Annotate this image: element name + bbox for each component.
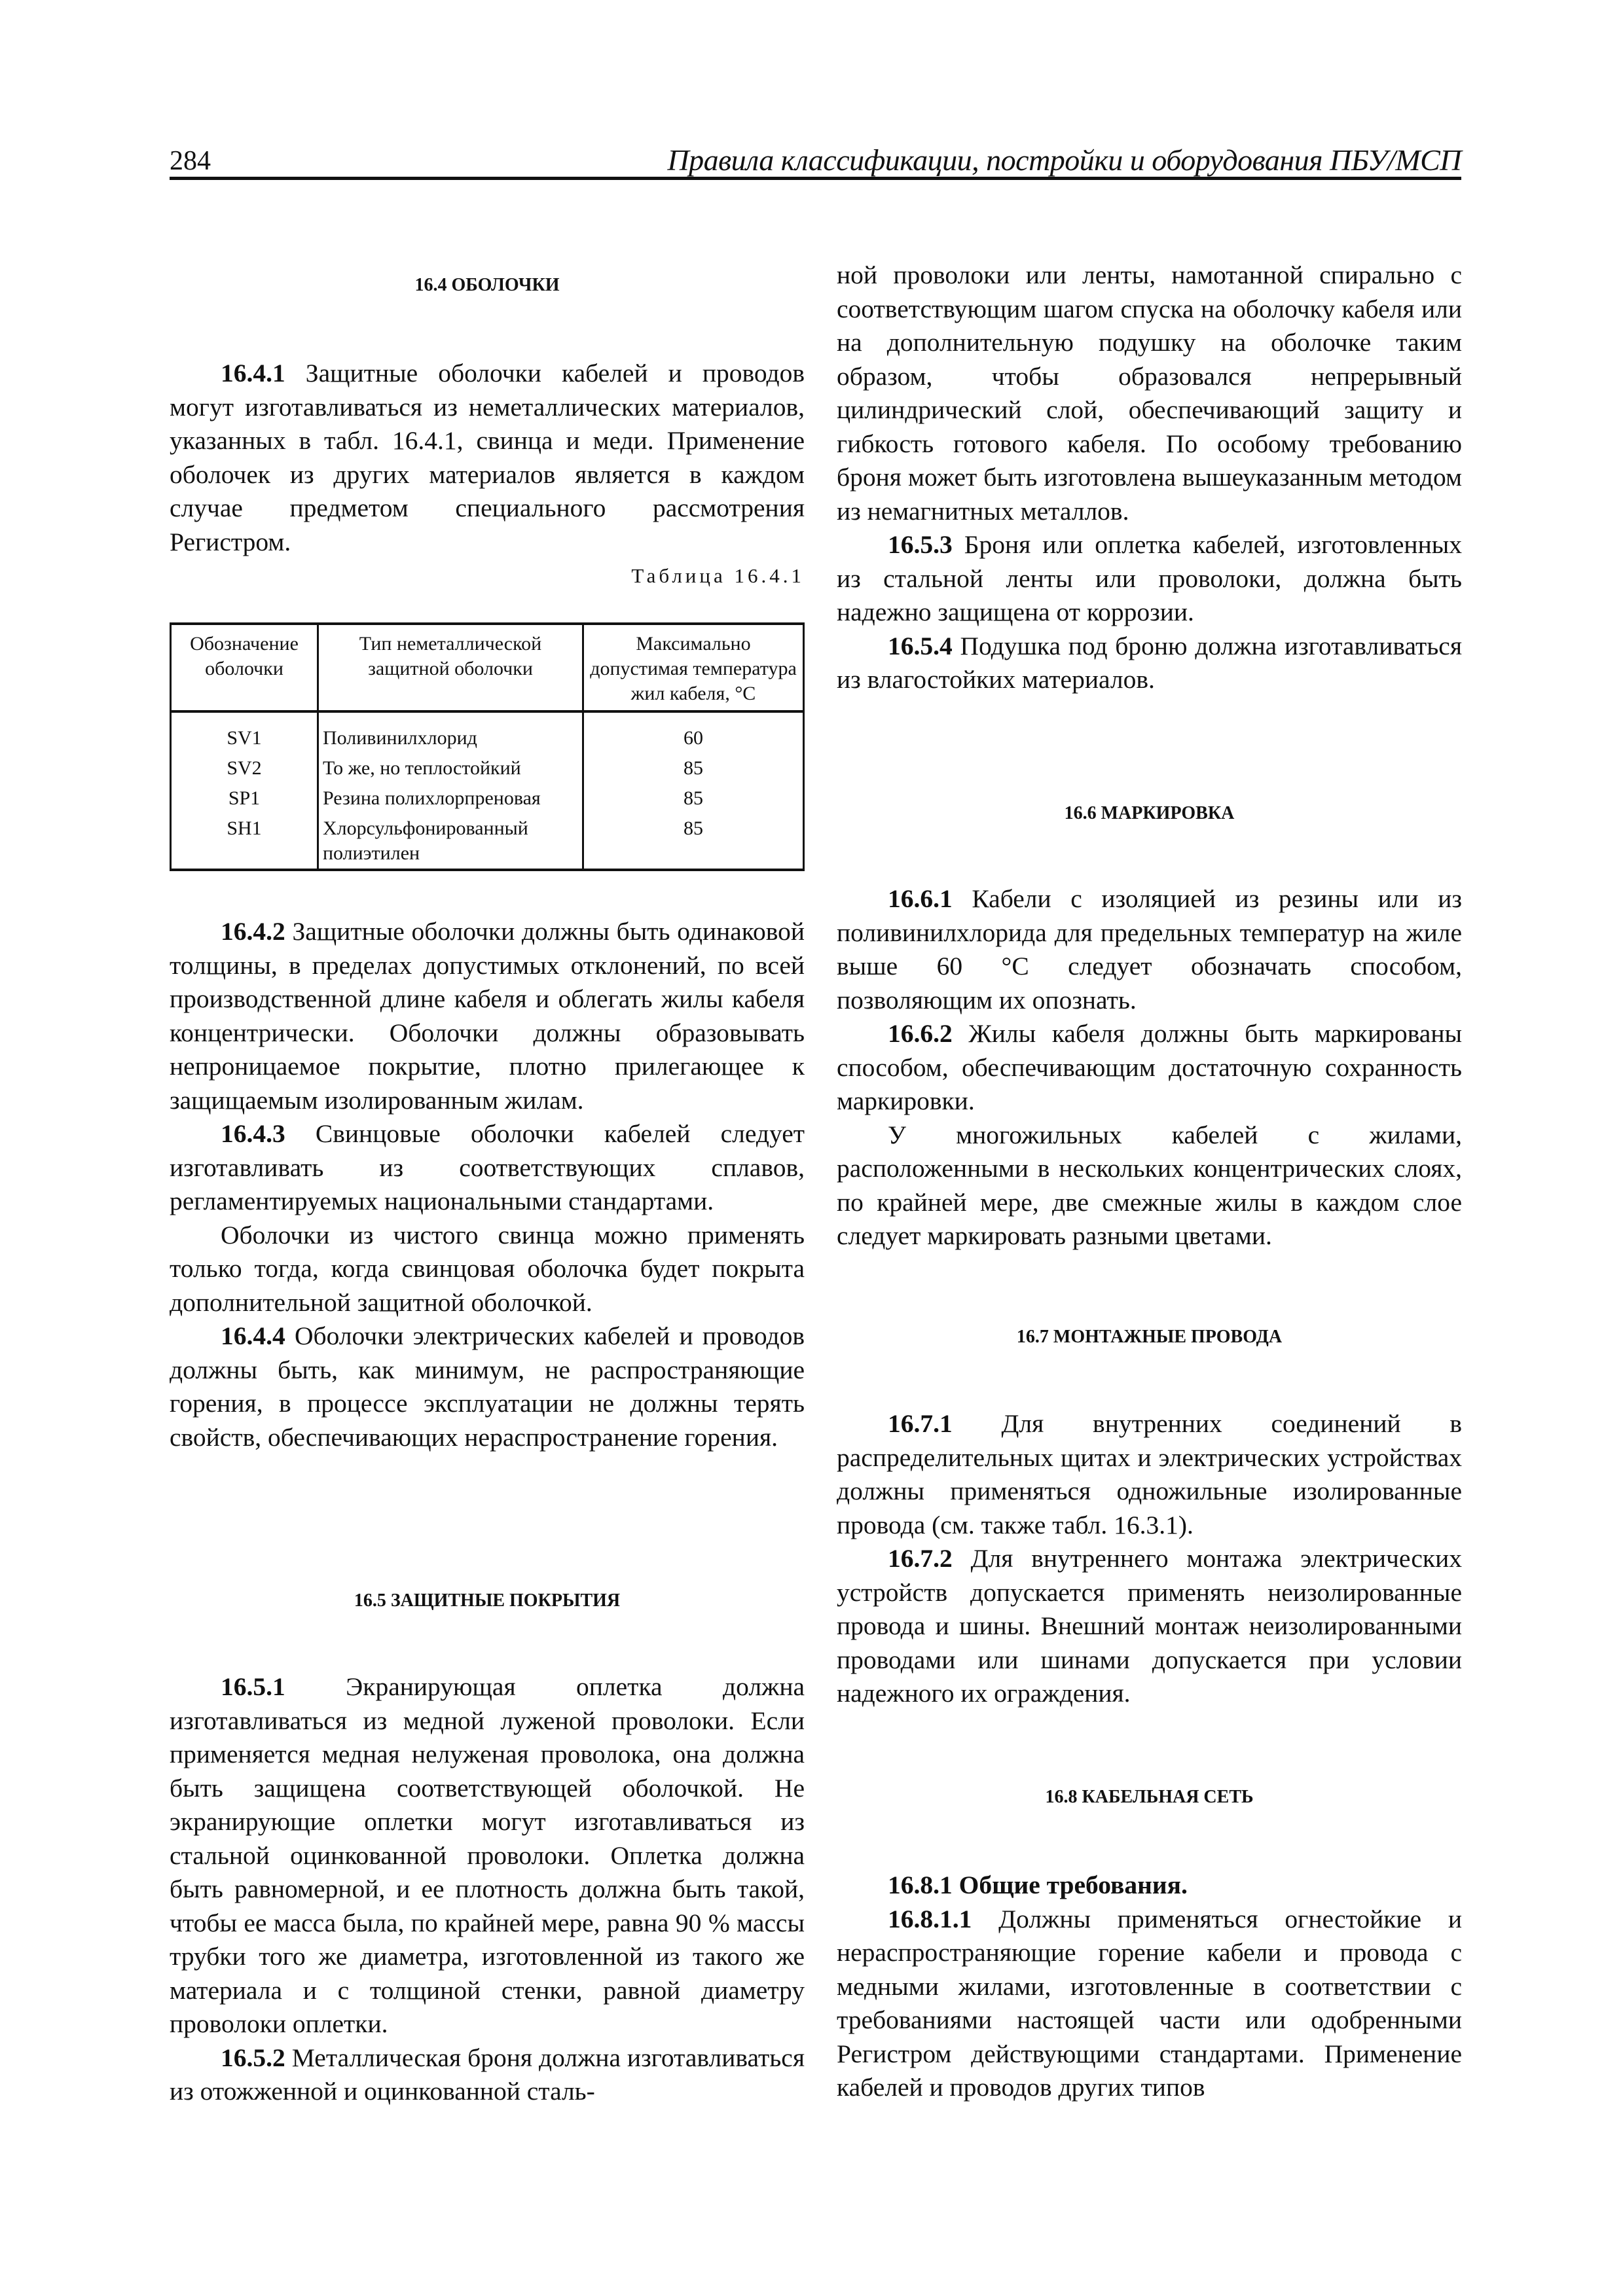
- table-row: [171, 711, 804, 753]
- cell-temp: 60: [583, 711, 804, 753]
- table-row: [171, 783, 804, 814]
- clause-text: Должны применяться огнестойкие и нераспространяющие горение кабели и провода с медными жилами, изготовленные в соответствии с требованиями настоящей части или одобренными Регистром действующими стандартами. Применение кабелей и проводов других типов: [837, 1904, 1462, 2102]
- clause-number: 16.5.4: [888, 631, 953, 660]
- section-title-16-6: 16.6 МАРКИРОВКА: [1064, 803, 1235, 823]
- paragraphs-16-7: [837, 1407, 1462, 1711]
- clause-number: 16.4.4: [221, 1321, 285, 1350]
- clause-text: Оболочки электрических кабелей и проводов должны быть, как минимум, не распространяющие горения, в процессе эксплуатации не должны терять свойств, обеспечивающих нераспространение горения.: [170, 1321, 805, 1452]
- cell-type: То же, но теплостойкий: [318, 753, 583, 783]
- running-title: Правила классификации, постройки и оборудования ПБУ/МСП: [667, 143, 1461, 177]
- table-row: [171, 753, 804, 783]
- subsection-heading-16-8-1: 16.8.1 Общие требования.: [888, 1871, 1188, 1899]
- paragraphs-16-6: [837, 882, 1462, 1253]
- table-row: [171, 814, 804, 870]
- column-header: Обозначение оболочки: [171, 624, 318, 711]
- page-number: 284: [170, 146, 211, 176]
- clause-text: Металлическая броня должна изготавливаться из отожженной и оцинкованной сталь-: [170, 2043, 805, 2106]
- section-title-16-7: 16.7 МОНТАЖНЫЕ ПРОВОДА: [1016, 1327, 1283, 1347]
- clause-number: 16.6.2: [888, 1019, 953, 1048]
- paragraphs-16-8: [837, 1869, 1462, 2105]
- clause-text: Оболочки из чистого свинца можно применять только тогда, когда свинцовая оболочка будет покрыта дополнительной защитной оболочкой.: [170, 1220, 805, 1317]
- clause-number: 16.4.3: [221, 1119, 285, 1148]
- clause-text: Защитные оболочки кабелей и проводов могут изготавливаться из неметаллических материалов, указанных в табл. 16.4.1, свинца и меди. Применение оболочек из других материалов является в каждом случае предметом специального рассмотрения Регистром.: [170, 359, 805, 556]
- cell-type: Резина полихлорпреновая: [318, 783, 583, 814]
- sheath-table: [170, 622, 805, 871]
- clause-number: 16.4.2: [221, 917, 285, 946]
- clause-text: Для внутреннего монтажа электрических устройств допускается применять неизолированные провода и шины. Внешний монтаж неизолированными проводами или шинами допускается при условии надежного их ограждения.: [837, 1544, 1462, 1708]
- table-header-row: [171, 624, 804, 711]
- cell-code: SV1: [171, 711, 318, 753]
- paragraphs-16-4-2-to-16-4-4: [170, 915, 805, 1454]
- clause-text: Жилы кабеля должны быть маркированы способом, обеспечивающим достаточную сохранность маркировки.: [837, 1019, 1462, 1115]
- column-header: Тип неметаллической защитной оболочки: [318, 624, 583, 711]
- cell-type: Хлорсульфонированный полиэтилен: [318, 814, 583, 870]
- cell-type: Поливинилхлорид: [318, 711, 583, 753]
- cell-code: SP1: [171, 783, 318, 814]
- clause-text: Подушка под броню должна изготавливаться из влагостойких материалов.: [837, 631, 1462, 694]
- clause-number: 16.5.2: [221, 2043, 285, 2072]
- clause-text: Для внутренних соединений в распределительных щитах и электрических устройствах должны применяться одножильные изолированные провода (см. также табл. 16.3.1).: [837, 1409, 1462, 1539]
- clause-number: 16.4.1: [221, 359, 285, 387]
- column-header: Максимально допустимая температура жил кабеля, °С: [583, 624, 804, 711]
- paragraph-16-4-1: [170, 357, 805, 559]
- clause-number: 16.5.1: [221, 1672, 285, 1701]
- section-title-16-8: 16.8 КАБЕЛЬНАЯ СЕТЬ: [1045, 1787, 1254, 1807]
- paragraphs-16-5-1-16-5-2: [170, 1670, 805, 2109]
- clause-number: 16.7.2: [888, 1544, 953, 1573]
- clause-number: 16.6.1: [888, 884, 953, 913]
- header-rule: [170, 177, 1461, 180]
- cell-temp: 85: [583, 783, 804, 814]
- section-title-16-4: 16.4 ОБОЛОЧКИ: [414, 275, 560, 295]
- clause-number: 16.8.1.1: [888, 1904, 972, 1933]
- clause-number: 16.5.3: [888, 530, 953, 559]
- cell-code: SV2: [171, 753, 318, 783]
- paragraphs-16-5-2-to-16-5-4: [837, 259, 1462, 697]
- section-title-16-5: 16.5 ЗАЩИТНЫЕ ПОКРЫТИЯ: [354, 1590, 621, 1611]
- clause-text: Броня или оплетка кабелей, изготовленных из стальной ленты или проволоки, должна быть надежно защищена от коррозии.: [837, 530, 1462, 626]
- clause-text: Экранирующая оплетка должна изготавливаться из медной луженой проволоки. Если применяется медная нелуженая проволока, она должна быть защищена соответствующей оболочкой. Не экранирующие оплетки могут изготавливаться из стальной оцинкованной проволоки. Оплетка должна быть равномерной, и ее плотность должна быть такой, чтобы ее масса была, по крайней мере, равна 90 % массы трубки того же диаметра, изготовленной из такого же материала и с толщиной стенки, равной диаметру проволоки оплетки.: [170, 1672, 805, 2038]
- clause-text: Кабели с изоляцией из резины или из поливинилхлорида для предельных температур на жиле выше 60 °С следует обозначать способом, позволяющим их опознать.: [837, 884, 1462, 1014]
- cell-temp: 85: [583, 753, 804, 783]
- table-caption: Таблица 16.4.1: [631, 564, 805, 587]
- clause-text: Защитные оболочки должны быть одинаковой толщины, в пределах допустимых отклонений, по всей производственной длине кабеля и облегать жилы кабеля концентрически. Оболочки должны образовывать непроницаемое покрытие, плотно прилегающее к защищаемым изолированным жилам.: [170, 917, 805, 1115]
- clause-text: ной проволоки или ленты, намотанной спирально с соответствующим шагом спуска на оболочку кабеля или на дополнительную подушку на оболочке таким образом, чтобы образовался непрерывный цилиндрический слой, обеспечивающий защиту и гибкость готового кабеля. По особому требованию броня может быть изготовлена вышеуказанным методом из немагнитных металлов.: [837, 260, 1462, 526]
- clause-text: У многожильных кабелей с жилами, расположенными в нескольких концентрических слоях, по крайней мере, две смежные жилы в каждом слое следует маркировать разными цветами.: [837, 1120, 1462, 1250]
- clause-text: Свинцовые оболочки кабелей следует изготавливать из соответствующих сплавов, регламентируемых национальными стандартами.: [170, 1119, 805, 1215]
- cell-temp: 85: [583, 814, 804, 870]
- clause-number: 16.7.1: [888, 1409, 953, 1438]
- cell-code: SH1: [171, 814, 318, 870]
